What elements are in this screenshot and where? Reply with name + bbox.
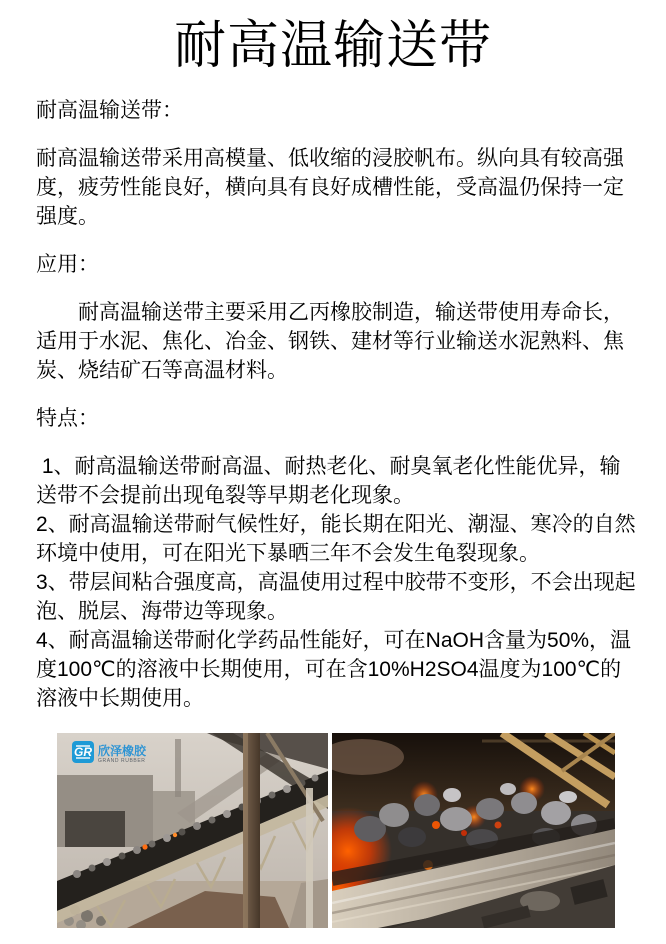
product-description (36, 96, 636, 713)
product-page (0, 14, 666, 944)
photo-hot-material-belt (332, 733, 615, 928)
application-text: 耐高温输送带主要采用乙丙橡胶制造，输送带使用寿命长，适用于水泥、焦化、冶金、钢铁、建材等行业输送水泥熟料、焦炭、烧结矿石等高温材料。 (36, 301, 624, 382)
feature-item-4: 4、耐高温输送带耐化学药品性能好，可在NaOH含量为50%，温度100℃的溶液中长期使用，可在含10%H2SO4温度为100℃的溶液中长期使用。 (36, 629, 632, 710)
feature-item-3: 3、带层间粘合强度高，高温使用过程中胶带不变形，不会出现起泡、脱层、海带边等现象。 (36, 571, 636, 623)
logo-name-en: GRAND RUBBER (98, 758, 146, 764)
conveyor-plant-illustration (57, 733, 328, 928)
product-photos (57, 733, 666, 928)
features-label: 特点： (36, 407, 99, 430)
logo-monogram: GR (74, 745, 92, 759)
photo-conveyor-plant (57, 733, 328, 928)
application-label: 应用： (36, 253, 99, 276)
page-title: 耐高温输送带 (173, 17, 492, 75)
hot-material-illustration (332, 733, 615, 928)
intro-text: 耐高温输送带采用高模量、低收缩的浸胶帆布。纵向具有较高强度，疲劳性能良好，横向具有良好成槽性能，受高温仍保持一定强度。 (36, 147, 624, 228)
logo-name-cn: 欣泽橡胶 (98, 744, 147, 758)
grand-rubber-logo (72, 741, 147, 764)
feature-item-2: 2、耐高温输送带耐气候性好，能长期在阳光、潮湿、寒冷的自然环境中使用，可在阳光下暴晒三年不会发生龟裂现象。 (36, 513, 636, 565)
intro-label: 耐高温输送带： (36, 99, 183, 122)
feature-item-1: 1、耐高温输送带耐高温、耐热老化、耐臭氧老化性能优异，输送带不会提前出现龟裂等早期老化现象。 (36, 455, 621, 507)
